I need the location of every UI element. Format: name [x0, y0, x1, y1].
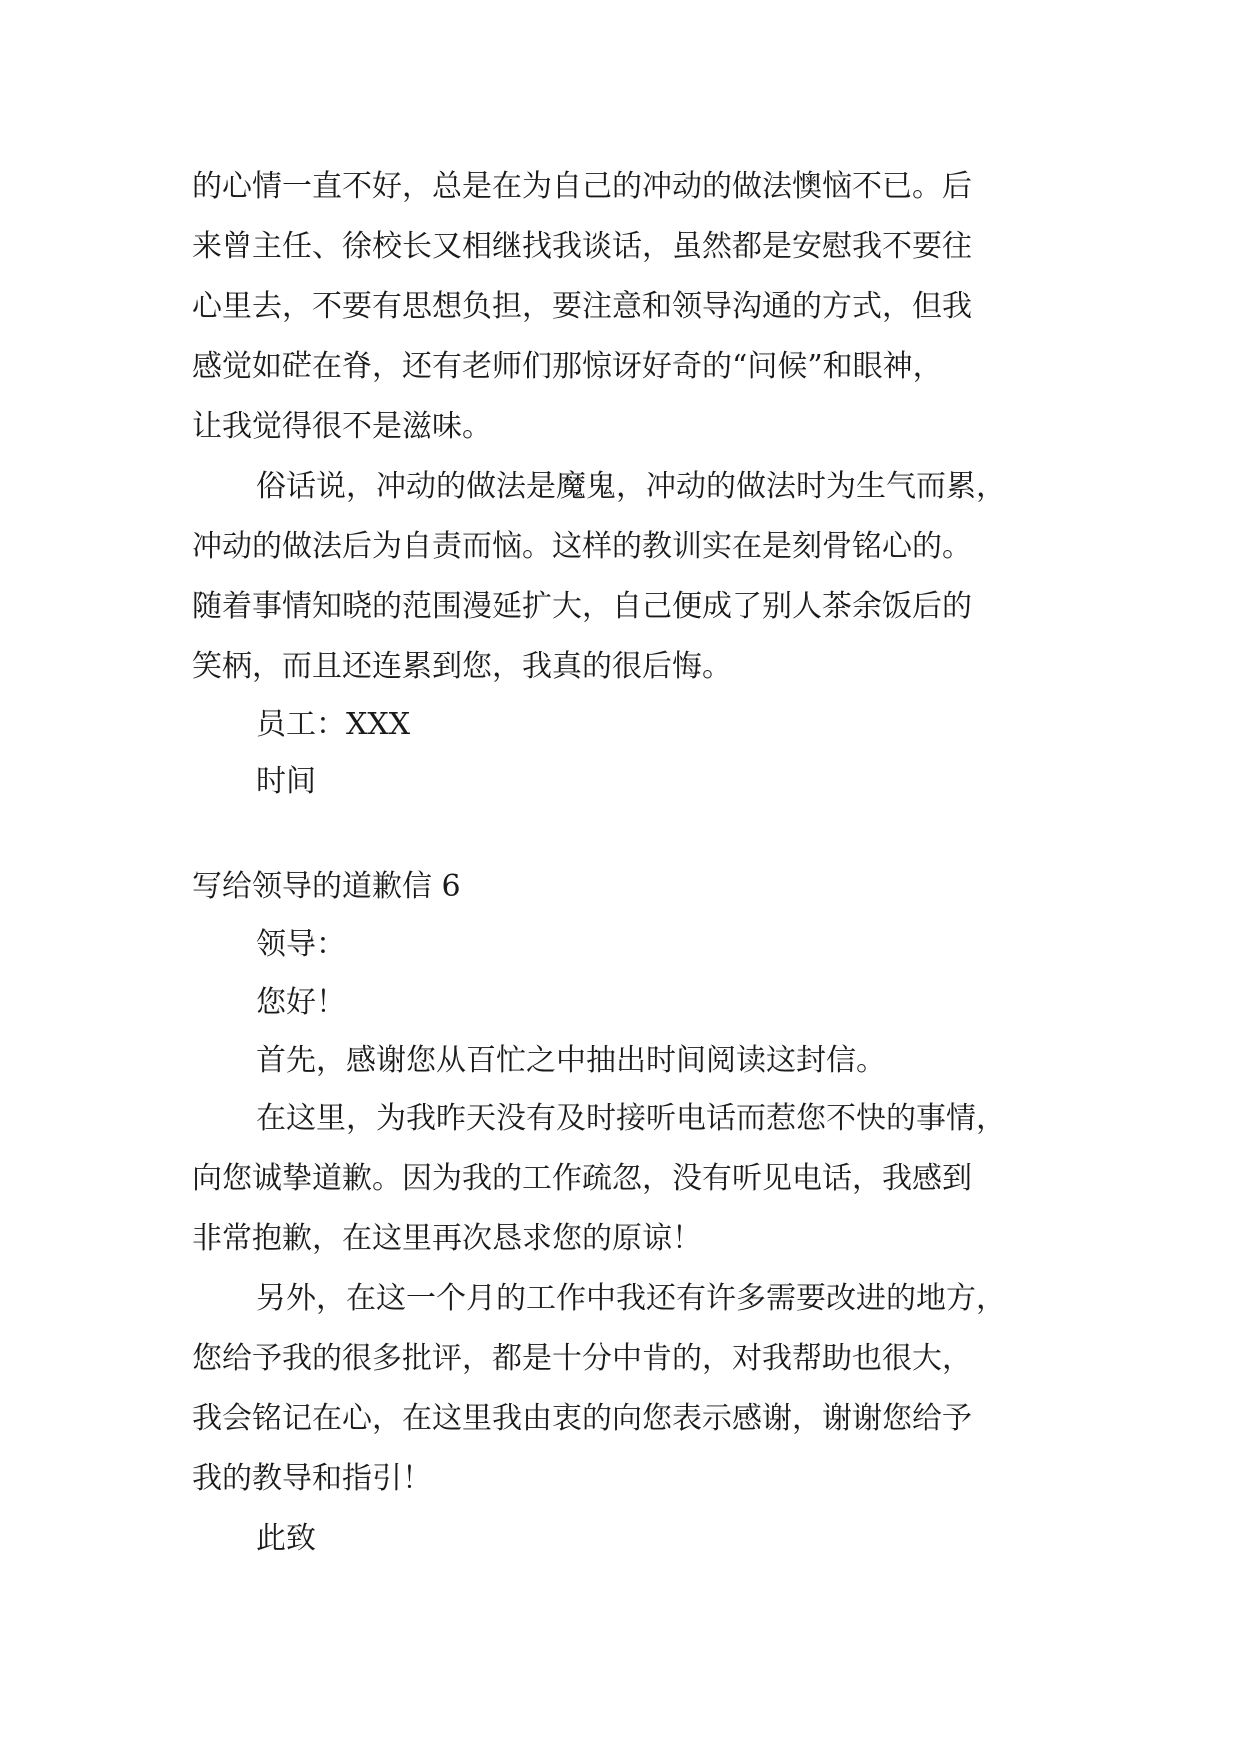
- greeting: 您好！: [256, 985, 346, 1020]
- text-line: 随着事情知晓的范围漫延扩大，自己便成了别人茶余饭后的: [192, 589, 972, 624]
- text-line: 在这里，为我昨天没有及时接听电话而惹您不快的事情，: [256, 1101, 1006, 1136]
- text-line: 另外，在这一个月的工作中我还有许多需要改进的地方，: [256, 1281, 1006, 1316]
- closing: 此致: [256, 1521, 316, 1556]
- text-line: 的心情一直不好，总是在为自己的冲动的做法懊恼不已。后: [192, 169, 972, 204]
- text-line: 俗话说，冲动的做法是魔鬼，冲动的做法时为生气而累，: [256, 469, 1006, 504]
- text-line: 我的教导和指引！: [192, 1461, 432, 1496]
- signature: 员工：XXX: [256, 707, 411, 742]
- salutation: 领导：: [256, 927, 346, 962]
- text-line: 来曾主任、徐校长又相继找我谈话，虽然都是安慰我不要往: [192, 229, 972, 264]
- date-line: 时间: [256, 764, 316, 799]
- text-line: 让我觉得很不是滋味。: [192, 409, 492, 444]
- text-line: 非常抱歉，在这里再次恳求您的原谅！: [192, 1221, 702, 1256]
- text-line: 感觉如硭在脊，还有老师们那惊讶好奇的“问候”和眼神，: [192, 349, 943, 384]
- text-line: 心里去，不要有思想负担，要注意和领导沟通的方式，但我: [192, 289, 972, 324]
- text-line: 冲动的做法后为自责而恼。这样的教训实在是刻骨铭心的。: [192, 529, 972, 564]
- text-line: 我会铭记在心，在这里我由衷的向您表示感谢，谢谢您给予: [192, 1401, 972, 1436]
- text-line: 您给予我的很多批评，都是十分中肯的，对我帮助也很大，: [192, 1341, 972, 1376]
- letter-title: 写给领导的道歉信 6: [192, 869, 461, 904]
- text-line: 首先，感谢您从百忙之中抽出时间阅读这封信。: [256, 1043, 886, 1078]
- text-line: 向您诚挚道歉。因为我的工作疏忽，没有听见电话，我感到: [192, 1161, 972, 1196]
- text-line: 笑柄，而且还连累到您，我真的很后悔。: [192, 649, 732, 684]
